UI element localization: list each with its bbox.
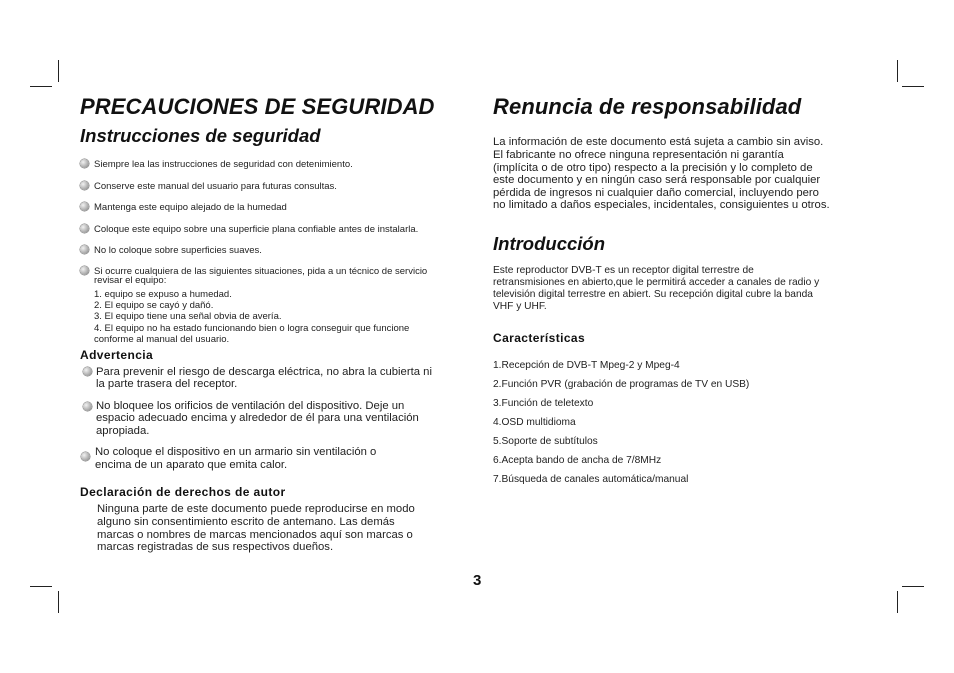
copyright-line: marcas registradas de sus respectivos dueños. [97,541,334,553]
intro-line: Este reproductor DVB-T es un receptor digital terrestre de [493,265,754,276]
bullet-icon [80,266,89,275]
disclaimer-title: Renuncia de responsabilidad [493,94,802,119]
safety-item-text: Mantenga este equipo alejado de la humedad [94,202,287,213]
warning-heading: Advertencia [80,348,154,362]
page-title: PRECAUCIONES DE SEGURIDAD [80,94,435,119]
features-heading: Características [493,331,586,345]
bullet-icon [80,224,89,233]
disclaimer-line: La información de este documento está sujeta a cambio sin aviso. [493,136,824,148]
feature-item: 6.Acepta bando de ancha de 7/8MHz [493,455,662,466]
copyright-line: Ninguna parte de este documento puede reproducirse en modo [97,503,415,515]
situation-item: 4. El equipo no ha estado funcionando bien o logra conseguir que funcione [94,323,410,334]
warning-text: apropiada. [96,425,150,437]
feature-item: 4.OSD multidioma [493,417,576,428]
crop-mark [897,60,898,82]
feature-item: 3.Función de teletexto [493,398,594,409]
bullet-icon [80,245,89,254]
disclaimer-line: no limitado a daños especiales, incidentales, consiguientes u otros. [493,199,830,211]
situation-item: 2. El equipo se cayó y dañó. [94,300,214,311]
intro-line: televisión digital terrestre en abiert. Su recepción digital cubre la banda [493,289,813,300]
safety-item-text: Coloque este equipo sobre una superficie plana confiable antes de instalarla. [94,224,419,235]
crop-mark [902,86,924,87]
bullet-icon [83,402,92,411]
bullet-icon [80,202,89,211]
feature-item: 5.Soporte de subtítulos [493,436,598,447]
copyright-line: alguno sin consentimiento escrito de antemano. Las demás [97,516,395,528]
safety-item-text: No lo coloque sobre superficies suaves. [94,245,262,256]
safety-item-text: Conserve este manual del usuario para futuras consultas. [94,181,337,192]
warning-text: espacio adecuado encima y alrededor de él para una ventilación [96,412,419,424]
warning-text: No coloque el dispositivo en un armario sin ventilación o [95,446,377,458]
crop-mark [30,86,52,87]
disclaimer-line: pérdida de ingresos ni cualquier daño comercial, incluyendo pero [493,187,819,199]
warning-text: encima de un aparato que emita calor. [95,459,288,471]
feature-item: 1.Recepción de DVB-T Mpeg-2 y Mpeg-4 [493,360,680,371]
feature-item: 2.Función PVR (grabación de programas de TV en USB) [493,379,750,390]
bullet-icon [80,159,89,168]
safety-item-text: Siempre lea las instrucciones de seguridad con detenimiento. [94,159,353,170]
feature-item: 7.Búsqueda de canales automática/manual [493,474,689,485]
bullet-icon [81,452,90,461]
crop-mark [58,591,59,613]
disclaimer-line: este documento y en ningún caso será responsable por cualquier [493,174,821,186]
crop-mark [58,60,59,82]
intro-title: Introducción [493,233,606,254]
crop-mark [897,591,898,613]
page-number: 3 [473,572,482,589]
technician-text: Si ocurre cualquiera de las siguientes situaciones, pida a un técnico de servicio [94,266,428,277]
situation-item: conforme al manual del usuario. [94,334,230,345]
situation-item: 1. equipo se expuso a humedad. [94,289,232,300]
technician-text: revisar el equipo: [94,275,167,286]
situation-item: 3. El equipo tiene una señal obvia de avería. [94,311,282,322]
warning-text: Para prevenir el riesgo de descarga eléctrica, no abra la cubierta ni [96,366,432,378]
bullet-icon [83,367,92,376]
copyright-heading: Declaración de derechos de autor [80,485,286,499]
intro-line: VHF y UHF. [493,301,547,312]
warning-text: No bloquee los orificios de ventilación del dispositivo. Deje un [96,400,405,412]
disclaimer-line: (implícita o de otro tipo) respecto a la precisión y lo completo de [493,162,813,174]
bullet-icon [80,181,89,190]
copyright-line: marcas o nombres de marcas mencionados aquí son marcas o [97,529,413,541]
crop-mark [902,586,924,587]
disclaimer-line: El fabricante no ofrece ninguna representación ni garantía [493,149,784,161]
intro-line: retransmisiones en abierto,que le permitirá acceder a canales de radio y [493,277,820,288]
warning-text: la parte trasera del receptor. [96,378,238,390]
crop-mark [30,586,52,587]
safety-subtitle: Instrucciones de seguridad [80,125,321,146]
